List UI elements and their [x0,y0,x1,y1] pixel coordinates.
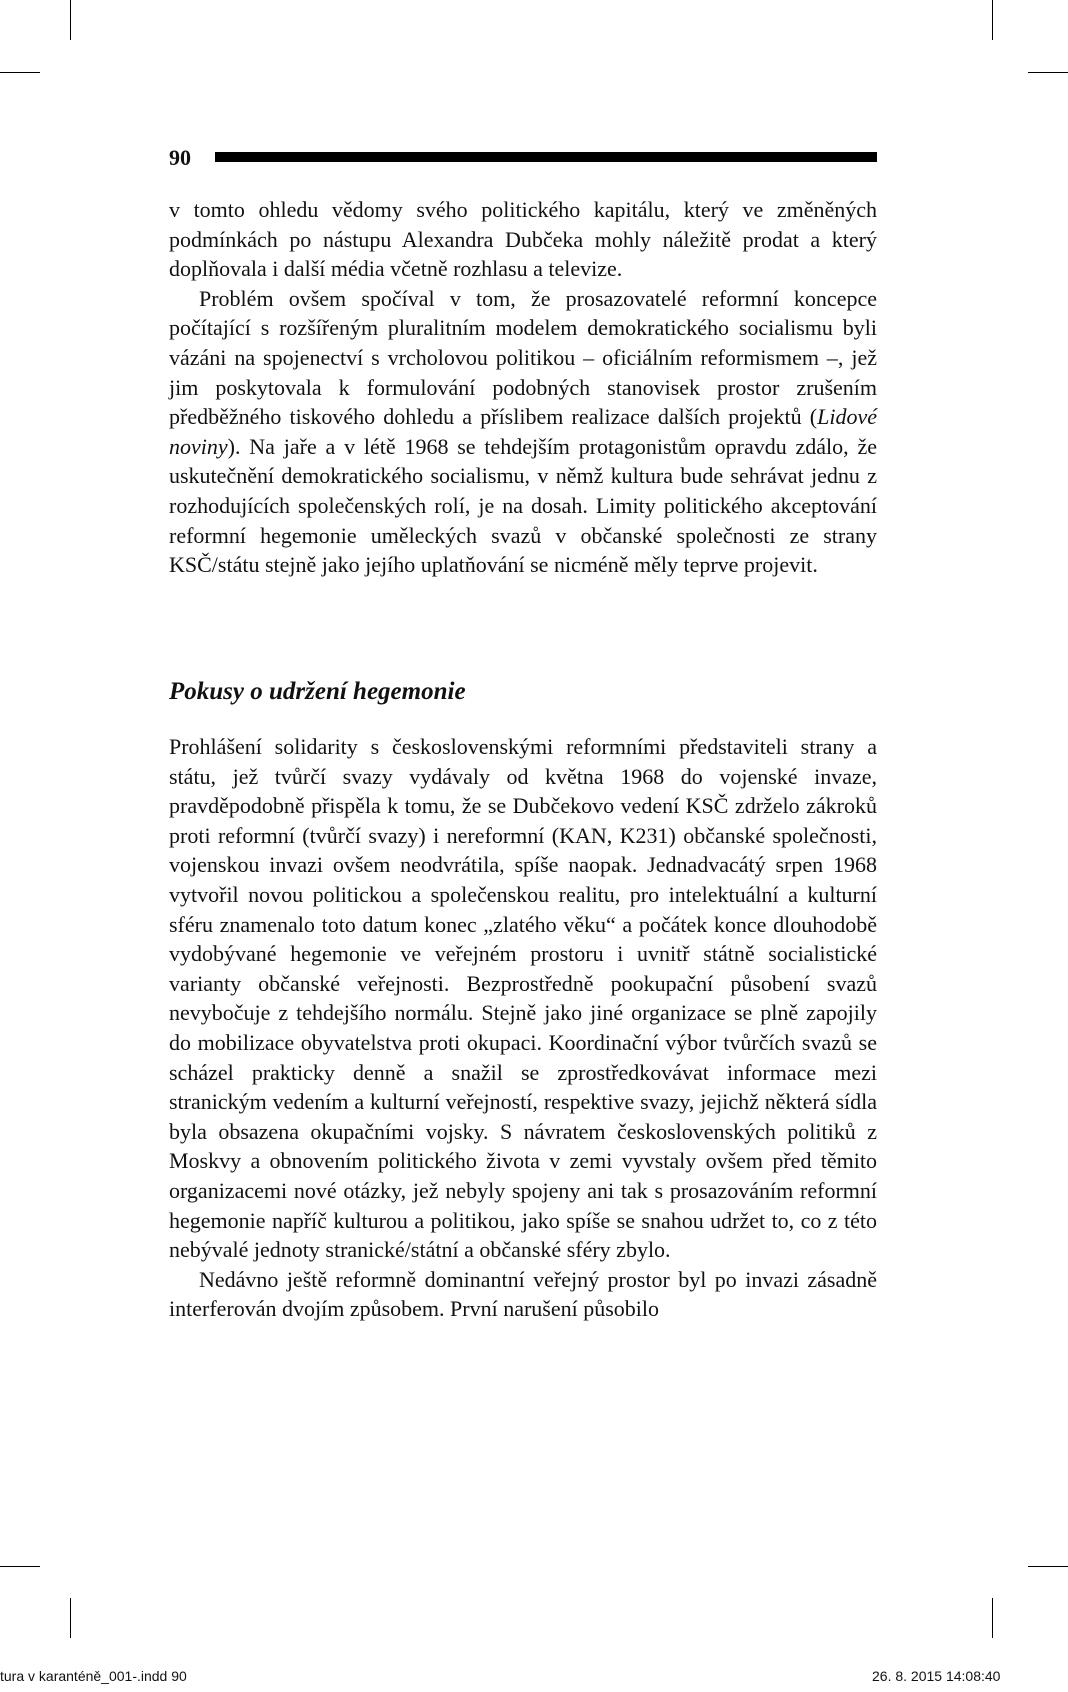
paragraph [169,284,877,580]
crop-mark [1028,72,1068,73]
crop-mark [70,0,71,40]
text-run: ). Na jaře a v létě 1968 se tehdejším protagonistům opravdu zdálo, že uskutečnění demokratického socialismu, v němž kultura bude sehrávat jednu z rozhodujících společenských rolí, je na dosah. Limity politického akceptování reformní hegemonie uměleckých svazů v občanské společnosti ze strany KSČ/státu stejně jako jejího uplatňování se nicméně měly teprve projevit. [169,433,877,578]
paragraph: Nedávno ještě reformně dominantní veřejný prostor byl po invazi zásadně interferován dvojím způsobem. První narušení působilo [169,1266,877,1322]
slug-datetime: 26. 8. 2015 14:08:40 [872,1668,1001,1684]
text-run: Problém ovšem spočíval v tom, že prosazovatelé reformní koncepce počítající s rozšířeným pluralitním modelem demokratického socialismu byli vázáni na spojenectví s vrcholovou politikou – oficiálním reformismem –, jež jim poskytovala k formulování podobných stanovisek prostor zrušením předběžného tiskového dohledu a příslibem realizace dalších projektů ( [169,285,877,430]
crop-mark [992,1598,993,1638]
section-heading: Pokusy o udržení hegemonie [169,678,466,705]
italic-title: Lidové noviny [169,404,877,459]
page-number: 90 [169,145,191,170]
paragraph: v tomto ohledu vědomy svého politického kapitálu, který ve změněných podmínkách po nástupu Alexandra Dubčeka mohly náležitě prodat a který doplňovala i další média včetně rozhlasu a televize. [169,197,877,282]
crop-mark [70,1598,71,1638]
paragraph: Prohlášení solidarity s československými reformními představiteli strany a státu, jež tvůrčí svazy vydávaly od května 1968 do vojenské invaze, pravděpodobně přispěla k tomu, že se Dubčekovo vedení KSČ zdrželo zákroků proti reformní (tvůrčí svazy) i nereformní (KAN, K231) občanské společnosti, vojenskou invazi ovšem neodvrátila, spíše naopak. Jednadvacátý srpen 1968 vytvořil novou politickou a společenskou realitu, pro intelektuální a kulturní sféru znamenalo toto datum konec „zlatého věku“ a počátek konce dlouhodobě vydobývané hegemonie ve veřejném prostoru i uvnitř státně socialistické varianty občanské veřejnosti. Bezprostředně pookupační působení svazů nevybočuje z tehdejšího normálu. Stejně jako jiné organizace se plně zapojily do mobilizace obyvatelstva proti okupaci. Koordinační výbor tvůrčích svazů se scházel prakticky denně a snažil se zprostředkovávat informace mezi stranickým vedením a kulturní veřejností, respektive svazy, jejichž některá sídla byla obsazena okupačními vojsky. S návratem československých politiků z Moskvy a obnovením politického života v zemi vyvstaly ovšem před těmito organizacemi nové otázky, jež nebyly spojeny ani tak s prosazováním reformní hegemonie napříč kulturou a politikou, jako spíše se snahou udržet to, co z této nebývalé jednoty stranické/státní a občanské sféry zbylo. [169,734,877,1263]
body-text-top [169,195,877,580]
header-rule [215,152,877,162]
page-header [169,146,877,170]
slug-filename: tura v karanténě_001-.indd 90 [0,1668,187,1684]
body-text-bottom [169,732,877,1324]
crop-mark [0,72,40,73]
crop-mark [992,0,993,40]
crop-mark [1028,1566,1068,1567]
crop-mark [0,1566,40,1567]
